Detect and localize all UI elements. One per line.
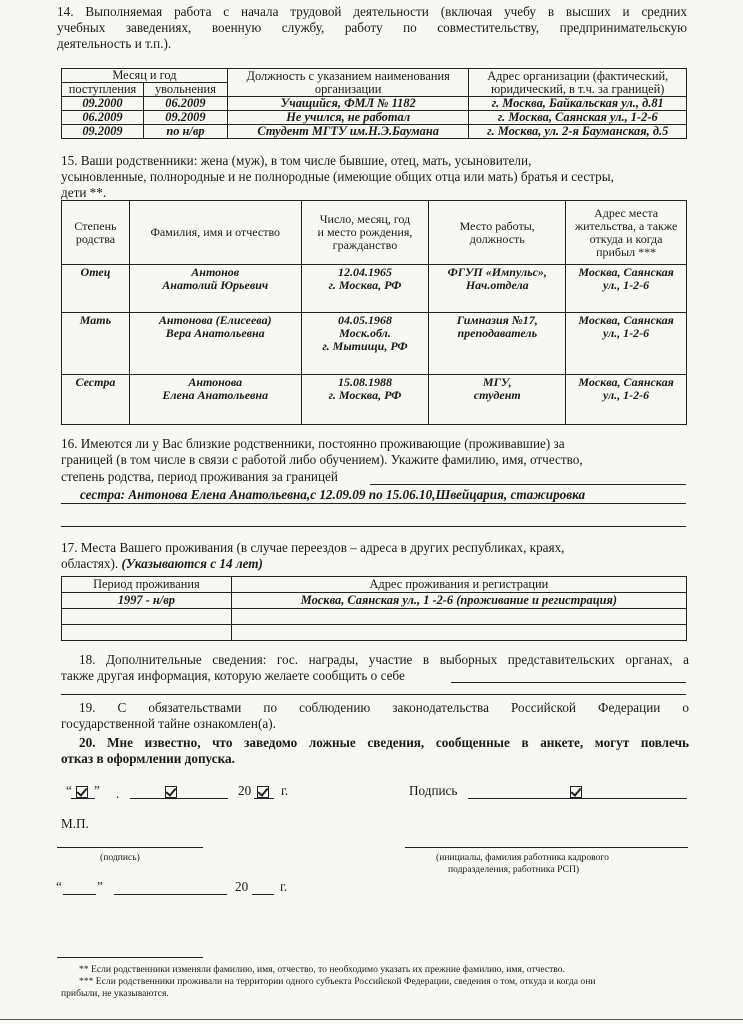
cell-name: Антонова Елена Анатольевна <box>129 375 301 425</box>
table-row <box>62 125 687 139</box>
podpis-caption: (подпись) <box>100 852 140 863</box>
table-row <box>62 375 687 425</box>
col-degree: Степень родства <box>62 201 130 265</box>
quote-open: “ <box>66 783 72 798</box>
table-row <box>62 313 687 375</box>
s20-line-2: отказ в оформлении допуска. <box>61 751 235 766</box>
s16-underline-2 <box>61 503 686 504</box>
col-hire: поступления <box>62 83 144 97</box>
s16-underline-1 <box>370 484 686 485</box>
work-history-table <box>61 68 687 139</box>
footnote-separator <box>57 957 203 958</box>
cell-name: Антонов Анатолий Юрьевич <box>129 265 301 313</box>
cell-address: г. Москва, Саянская ул., 1-2-6 <box>469 111 687 125</box>
s15-line-1: 15. Ваши родственники: жена (муж), в том числе бывшие, отец, мать, усыновители, <box>61 153 532 168</box>
year-suffix: г. <box>281 783 289 798</box>
s18-underline-2 <box>61 694 686 695</box>
footnote-3: прибыли, не указываются. <box>61 988 169 999</box>
s16-line-2: границей (в том числе в связи с работой либо обучением). Укажите фамилию, имя, отчество, <box>61 452 583 467</box>
table-row <box>62 609 687 625</box>
year-prefix-2: 20 <box>235 879 249 894</box>
residence-table <box>61 576 687 641</box>
col-work: Место работы, должность <box>429 201 566 265</box>
hr-caption-1: (инициалы, фамилия работника кадрового <box>436 852 609 863</box>
page-bottom-edge <box>0 1019 743 1020</box>
cell-position: Не учился, не работал <box>227 111 469 125</box>
checkmark-icon <box>165 786 177 798</box>
cell-work: ФГУП «Импульс», Нач.отдела <box>429 265 566 313</box>
cell-address: г. Москва, Байкальская ул., д.81 <box>469 97 687 111</box>
checkmark-icon <box>76 786 88 798</box>
s17-note: (Указываются с 14 лет) <box>121 556 263 571</box>
col-dismiss: увольнения <box>143 83 227 97</box>
cell-address: г. Москва, ул. 2-я Бауманская, д.5 <box>469 125 687 139</box>
cell-degree: Отец <box>62 265 130 313</box>
s15-line-3: дети **. <box>61 185 107 200</box>
cell-address: Москва, Саянская ул., 1-2-6 <box>566 313 687 375</box>
hr-underline <box>405 847 688 848</box>
cell-address: Москва, Саянская ул., 1-2-6 <box>566 265 687 313</box>
s16-line-1: 16. Имеются ли у Вас близкие родственники, постоянно проживающие (проживавшие) за <box>61 436 565 451</box>
cell-from: 09.2009 <box>62 125 144 139</box>
col-name: Фамилия, имя и отчество <box>129 201 301 265</box>
cell-work: МГУ, студент <box>429 375 566 425</box>
cell-name: Антонова (Елисеева) Вера Анатольевна <box>129 313 301 375</box>
checkmark-icon <box>257 786 269 798</box>
cell-from: 06.2009 <box>62 111 144 125</box>
cell-birth: 15.08.1988 г. Москва, РФ <box>301 375 429 425</box>
year-suffix-2: г. <box>280 879 288 894</box>
cell-residence-address: Москва, Саянская ул., 1 -2-6 (проживание и регистрация) <box>231 593 686 609</box>
s19-line-1: 19. С обязательствами по соблюдению законодательства Российской Федерации о <box>79 700 689 715</box>
s16-underline-3 <box>61 526 686 527</box>
cell-to: 09.2009 <box>143 111 227 125</box>
hr-caption-2: подразделения, работника РСП) <box>448 864 580 875</box>
year-prefix: 20 <box>238 783 252 798</box>
month-underline-2 <box>114 894 227 895</box>
s20-line-1: 20. Мне известно, что заведомо ложные сведения, сообщенные в анкете, могут повлечь <box>79 735 689 750</box>
s18-line-2: также другая информация, которую желаете сообщить о себе <box>61 668 405 683</box>
s14-line-1: 14. Выполняемая работа с начала трудовой деятельности (включая учебу в высших и средних <box>57 4 687 19</box>
s14-line-3: деятельность и т.п.). <box>57 36 172 51</box>
table-row <box>62 111 687 125</box>
cell-position: Учащийся, ФМЛ № 1182 <box>227 97 469 111</box>
signature-underline <box>468 798 687 799</box>
col-residence-address: Адрес проживания и регистрации <box>231 577 686 593</box>
col-address: Адрес места жительства, а также откуда и когда прибыл *** <box>566 201 687 265</box>
cell-address: Москва, Саянская ул., 1-2-6 <box>566 375 687 425</box>
quote-open-2: “ <box>56 879 62 894</box>
col-birth: Число, месяц, год и место рождения, гражданство <box>301 201 429 265</box>
col-month-year: Месяц и год <box>62 69 228 83</box>
cell-birth: 12.04.1965 г. Москва, РФ <box>301 265 429 313</box>
quote-close-2: ” <box>97 879 103 894</box>
table-row <box>62 97 687 111</box>
s14-line-2: учебных заведениях, военную службу, работу по совместительству, предпринимательскую <box>57 20 687 35</box>
s18-line-1: 18. Дополнительные сведения: гос. награды, участие в выборных представительских органах, а <box>79 652 689 667</box>
cell-degree: Мать <box>62 313 130 375</box>
podpis-underline <box>57 847 203 848</box>
s18-underline-1 <box>451 682 686 683</box>
s15-line-2: усыновленные, полнородные и не полнородные (имеющие общих отца или мать) братья и сестры, <box>61 169 614 184</box>
year-underline-2 <box>252 894 274 895</box>
signature-label: Подпись <box>409 783 458 798</box>
table-row <box>62 265 687 313</box>
s16-line-3: степень родства, период проживания за границей <box>61 469 338 484</box>
cell-period: 1997 - н/вр <box>62 593 232 609</box>
footnote-2: *** Если родственники проживали на территории одного субъекта Российской Федерации, сведения о том, откуда и когда они <box>79 976 596 987</box>
s19-line-2: государственной тайне ознакомлен(а). <box>61 716 276 731</box>
cell-degree: Сестра <box>62 375 130 425</box>
table-row <box>62 625 687 641</box>
cell-from: 09.2000 <box>62 97 144 111</box>
col-period: Период проживания <box>62 577 232 593</box>
cell-to: по н/вр <box>143 125 227 139</box>
checkmark-icon <box>570 786 582 798</box>
relatives-table <box>61 200 687 425</box>
quote-close: ” <box>94 783 100 798</box>
col-position: Должность с указанием наименования организации <box>227 69 469 97</box>
stamp-place: М.П. <box>61 816 89 831</box>
col-address: Адрес организации (фактический, юридический, в т.ч. за границей) <box>469 69 687 97</box>
cell-work: Гимназия №17, преподаватель <box>429 313 566 375</box>
day-underline-2 <box>63 894 96 895</box>
s17-line-1: 17. Места Вашего проживания (в случае переездов – адреса в других республиках, краях, <box>61 540 565 555</box>
day-underline <box>71 798 95 799</box>
year-underline <box>254 798 274 799</box>
month-underline <box>130 798 228 799</box>
form-page: 14. Выполняемая работа с начала трудовой деятельности (включая учебу в высших и средних учебных заведениях, военную службу, работу по совместительству, предпринимательскую деятельность и т.п.). Месяц и год Должность с указанием наименования организации Адрес организации (фактический, юридический, в т.ч. за границей) поступления увольнения 09.2000 06.2009 Учащийся, ФМЛ № 1182 г. Москва, Байкальская ул., д.81 06.2009 09.2009 Не учился, не работал г. Москва, Саянская ул., 1-2-6 09.2009 по н/вр Студент МГТУ им.Н.Э.Баумана г. Москва, ул. 2-я Бауманская, д.5 15. Ваши родственники: жена (муж), в том числе бывшие, отец, мать, усыновители, усыновленные, полнородные и не полнородные (имеющие общих отца или мать) братья и сестры, дети **. Степень родства Фамилия, имя и отчество Число, месяц, год и место рождения, гражданство Место работы, должность Адрес места жительства, а также откуда и когда прибыл *** Отец Антонов Анатолий Юрьевич 12.04.1965 г. Москва, РФ ФГУП «Импульс», Нач.отдела Москва, Саянская ул., 1-2-6 Мать Антонова (Елисеева) Вера Анатольевна 04.05.1968 Моск.обл. г. Мытищи, РФ Гимназия №17, преподаватель Москва, Саянская ул., 1-2-6 Сестра Антонова Елена Анатольевна 15.08.1988 г. Москва, РФ МГУ, студент Москва, Саянская ул., 1-2-6 16. Имеются ли у Вас близкие родственники, постоянно проживающие (проживавшие) за границей (в том числе в связи с работой либо обучением). Укажите фамилию, имя, отчество, степень родства, период проживания за границей сестра: Антонова Елена Анатольевна,с 12.09.09 по 15.06.10,Швейцария, стажировка 17. Места Вашего проживания (в случае переездов – адреса в других республиках, краях, областях). (Указываются с 14 лет) Период проживания Адрес проживания и регистрации 1997 - н/вр Москва, Саянская ул., 1 -2-6 (проживание и регистрация) 18. Дополнительные сведения: гос. награды, участие в выборных представительских органах, а также другая информация, которую желаете сообщить о себе 19. С обязательствами по соблюдению законодательства Российской Федерации о государственной тайне ознакомлен(а). 20. Мне известно, что заведомо ложные сведения, сообщенные в анкете, могут повлечь отказ в оформлении допуска. “ ” . 20 г. Подпись М.П. (подпись) (инициалы, фамилия работника кадрового подразделения, работника РСП) “ ” 20 г. ** Если родственники изменяли фамилию, имя, отчество, то необходимо указать их прежние фамилию, имя, отчество. *** Если родственники проживали на территории одного субъекта Российской Федерации, сведения о том, откуда и когда они прибыли, не указываются. <box>0 0 743 1024</box>
table-row <box>62 593 687 609</box>
s16-answer: сестра: Антонова Елена Анатольевна,с 12.09.09 по 15.06.10,Швейцария, стажировка <box>80 487 586 502</box>
footnote-1: ** Если родственники изменяли фамилию, имя, отчество, то необходимо указать их прежние фамилию, имя, отчество. <box>79 964 565 975</box>
cell-position: Студент МГТУ им.Н.Э.Баумана <box>227 125 469 139</box>
s17-line-2: областях). (Указываются с 14 лет) <box>61 556 263 571</box>
cell-birth: 04.05.1968 Моск.обл. г. Мытищи, РФ <box>301 313 429 375</box>
cell-to: 06.2009 <box>143 97 227 111</box>
